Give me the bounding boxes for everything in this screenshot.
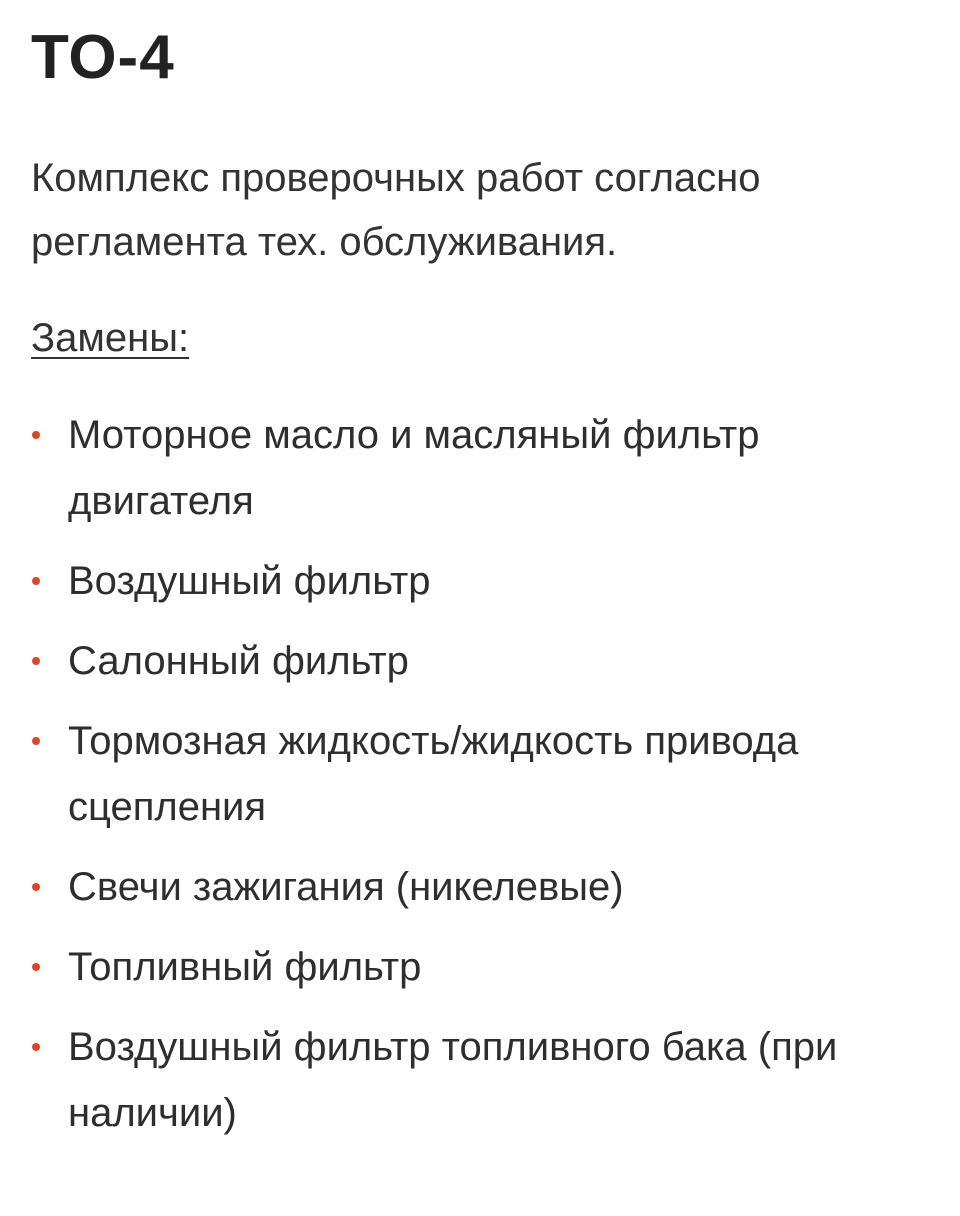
replacements-heading: Замены: [31,316,190,360]
list-item-label: Свечи зажигания (никелевые) [68,865,624,909]
page-title: ТО-4 [31,23,175,92]
list-item [31,1014,921,1146]
list-item-label: Топливный фильтр [68,945,422,989]
list-item [31,934,921,1000]
list-item-label: Воздушный фильтр топливного бака (при наличии) [68,1025,838,1135]
bullet-icon [32,657,40,665]
replacements-list [31,402,921,1160]
list-item [31,628,921,694]
bullet-icon [32,431,40,439]
bullet-icon [32,963,40,971]
list-item-label: Салонный фильтр [68,639,409,683]
list-item-label: Тормозная жидкость/жидкость привода сцепления [68,719,799,829]
bullet-icon [32,883,40,891]
list-item [31,854,921,920]
bullet-icon [32,737,40,745]
list-item [31,548,921,614]
bullet-icon [32,577,40,585]
list-item-label: Моторное масло и масляный фильтр двигателя [68,413,760,523]
list-item [31,708,921,840]
list-item [31,402,921,534]
list-item-label: Воздушный фильтр [68,559,431,603]
intro-text: Комплекс проверочных работ согласно регламента тех. обслуживания. [31,156,761,264]
bullet-icon [32,1043,40,1051]
